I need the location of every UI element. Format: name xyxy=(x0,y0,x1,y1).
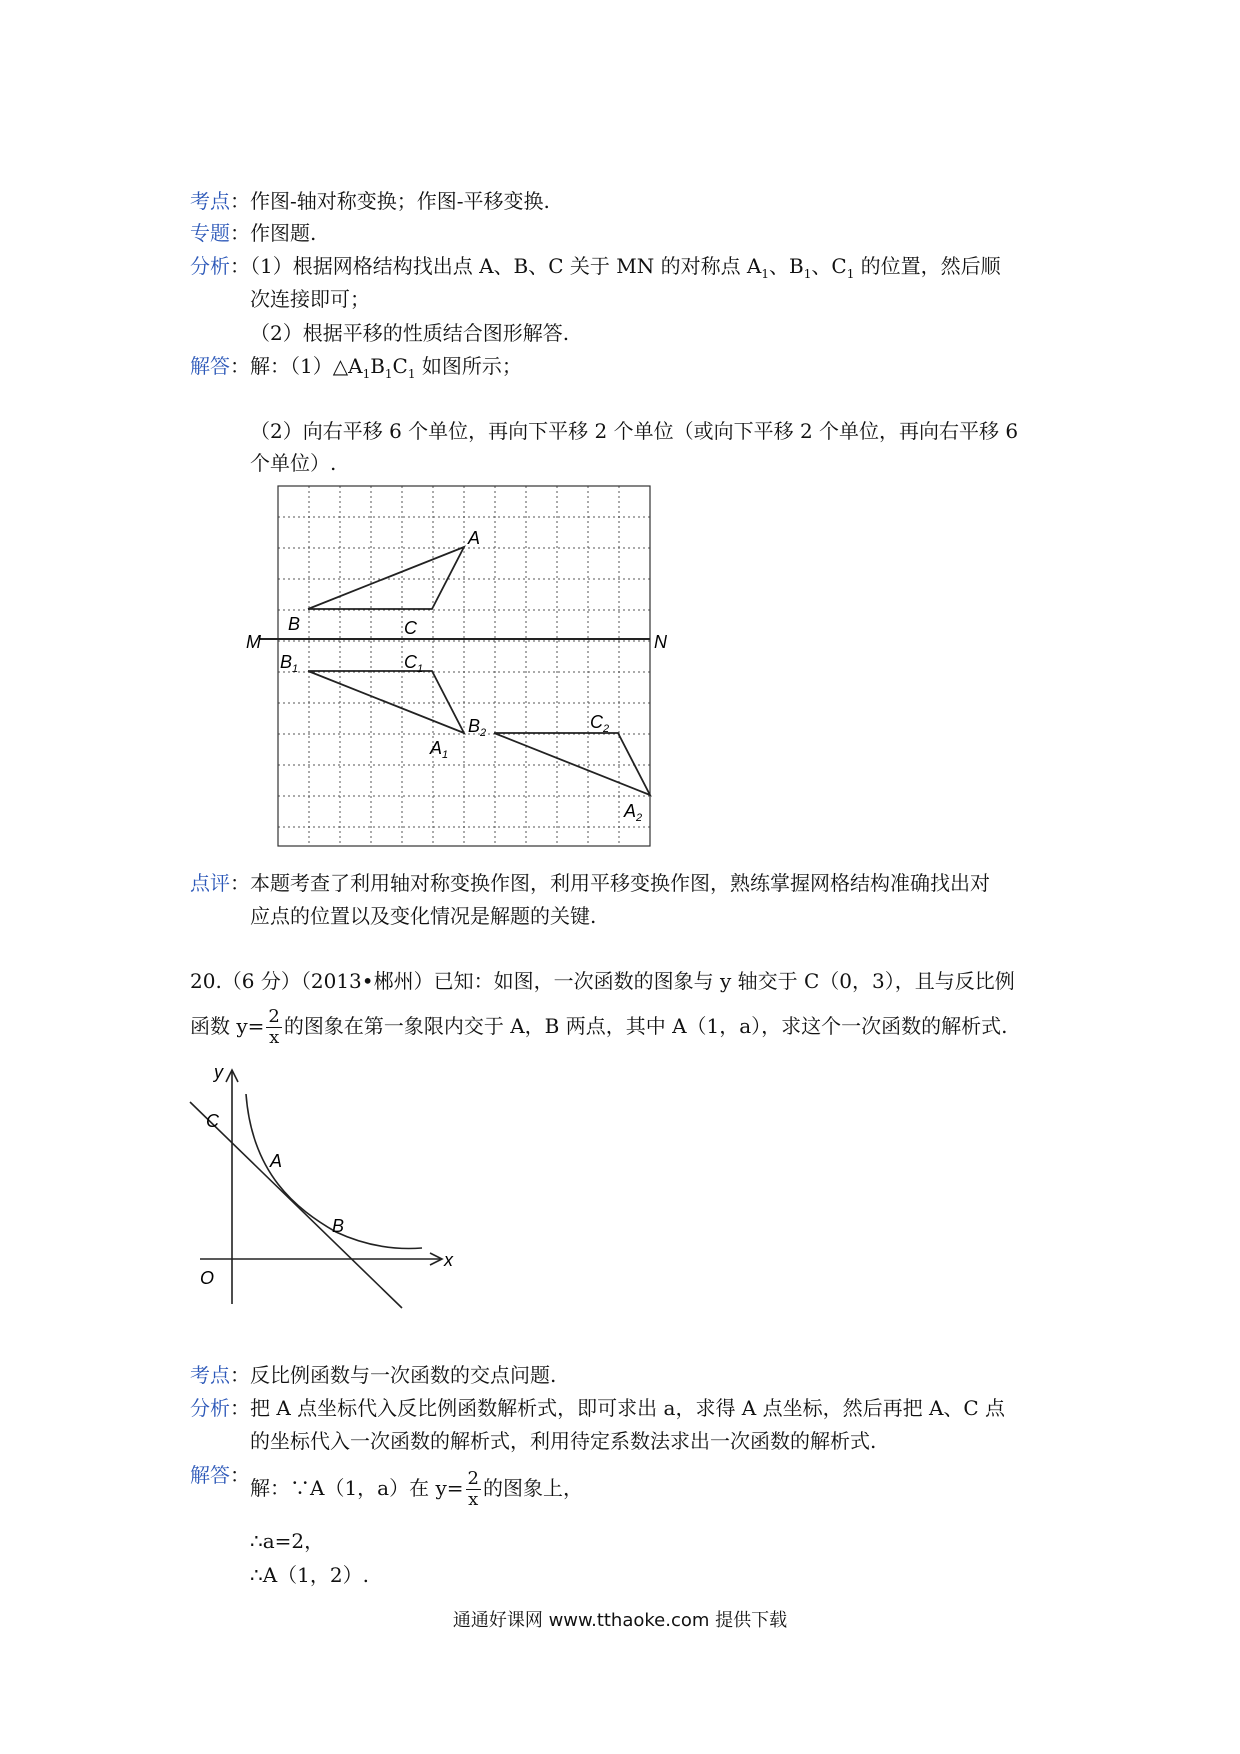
kaodian-line-2: 考点：反比例函数与一次函数的交点问题. xyxy=(190,1363,557,1387)
fenxi2-text-b: 的坐标代入一次函数的解析式，利用待定系数法求出一次函数的解析式. xyxy=(250,1429,877,1453)
label-b: B xyxy=(332,1216,345,1236)
jieda-text-1a: 解：（1）△A xyxy=(250,354,363,378)
sub-1: 1 xyxy=(362,367,371,381)
label-a2: $A_2$ xyxy=(624,801,643,824)
jieda-text-2b: 个单位）. xyxy=(250,451,337,475)
label-m: M xyxy=(246,632,261,652)
jieda2-text-1a: 解：∵A（1，a）在 y= xyxy=(250,1476,464,1500)
fenxi2-line-2 xyxy=(250,1428,876,1454)
frac-den: x xyxy=(269,1027,280,1048)
dianping-text-b: 应点的位置以及变化情况是解题的关键. xyxy=(250,904,597,928)
fraction-2-over-x-2 xyxy=(466,1469,481,1510)
sub-1: 1 xyxy=(761,267,770,281)
jieda-line-2 xyxy=(250,418,1018,444)
page-footer: 通通好课网 www.tthaoke.com 提供下载 xyxy=(452,1610,788,1631)
sub-1: 1 xyxy=(846,267,855,281)
label-x: x xyxy=(444,1250,453,1270)
label-c2: $C_2$ xyxy=(590,712,610,735)
sub-1: 1 xyxy=(407,367,416,381)
label-a: A xyxy=(468,528,481,548)
q20-line-1 xyxy=(190,968,1015,994)
fenxi-text-1d: 的位置，然后顺 xyxy=(854,254,1001,278)
jieda2-text-1b: 的图象上， xyxy=(482,1476,583,1500)
frac-num: 2 xyxy=(467,1468,479,1489)
label-a1: $A_1$ xyxy=(430,738,449,761)
jieda2-line-2 xyxy=(250,1528,324,1554)
jieda-text-1c: C xyxy=(392,354,408,378)
fenxi2-text-a: 把 A 点坐标代入反比例函数解析式，即可求出 a，求得 A 点坐标，然后再把 A、C 点 xyxy=(250,1396,1006,1420)
q20-text-1: 20.（6 分）（2013•郴州）已知：如图，一次函数的图象与 y 轴交于 C（0，3），且与反比例 xyxy=(190,969,1015,993)
fenxi-label: 分析 xyxy=(190,254,230,278)
q20-text-2b: 的图象在第一象限内交于 A，B 两点，其中 A（1，a），求这个一次函数的解析式. xyxy=(283,1014,1008,1038)
jieda2-line-1 xyxy=(250,1464,583,1512)
jieda2-label-line: 解答： xyxy=(190,1463,250,1487)
triangle-abc xyxy=(308,547,464,609)
label-b1: $B_1$ xyxy=(280,652,299,675)
dianping-text-a: 本题考查了利用轴对称变换作图，利用平移变换作图，熟练掌握网格结构准确找出对 xyxy=(250,871,990,895)
sub-1: 1 xyxy=(384,367,393,381)
q20-line-2 xyxy=(190,1002,1008,1050)
fenxi-text-1a: （1）根据网格结构找出点 A、B、C 关于 MN 的对称点 A xyxy=(250,254,762,278)
fenxi-line-1: 分析：（1）根据网格结构找出点 A、B、C 关于 MN 的对称点 $A_1$、$B_1$、$C_1$ 的位置，然后顺 xyxy=(190,254,1001,281)
fenxi-text-1e: 次连接即可； xyxy=(250,287,370,311)
jieda-line-3 xyxy=(250,450,336,476)
q20-text-2a: 函数 y= xyxy=(190,1014,265,1038)
fenxi-line-3 xyxy=(250,320,569,346)
zhuanti-label: 专题 xyxy=(190,221,230,245)
grid-lines xyxy=(278,486,650,846)
kaodian-line-1: 考点：作图-轴对称变换；作图-平移变换. xyxy=(190,189,550,213)
jieda-text-2a: （2）向右平移 6 个单位，再向下平移 2 个单位（或向下平移 2 个单位，再向右平移 6 xyxy=(250,419,1019,443)
jieda2-text-3: ∴A（1，2）. xyxy=(250,1563,369,1587)
zhuanti-line: 专题：作图题. xyxy=(190,221,317,245)
fenxi2-line-1: 分析：把 A 点坐标代入反比例函数解析式，即可求出 a，求得 A 点坐标，然后再把 A、C 点 xyxy=(190,1396,1006,1420)
kaodian-text-2: 反比例函数与一次函数的交点问题. xyxy=(250,1363,557,1387)
jieda-text-1b: B xyxy=(370,354,385,378)
jieda2-line-3 xyxy=(250,1562,369,1588)
fenxi-text-1b: 、B xyxy=(769,254,804,278)
fenxi-text-2: （2）根据平移的性质结合图形解答. xyxy=(250,321,570,345)
triangle-a2b2c2 xyxy=(494,733,650,795)
triangle-a1b1c1 xyxy=(308,671,464,733)
label-a: A xyxy=(270,1151,283,1171)
label-c: C xyxy=(206,1111,219,1131)
label-n: N xyxy=(654,632,667,652)
fenxi-label-2: 分析 xyxy=(190,1396,230,1420)
zhuanti-text: 作图题. xyxy=(250,221,317,245)
label-c1: $C_1$ xyxy=(404,652,424,675)
fenxi-text-1c: 、C xyxy=(811,254,847,278)
grid-figure xyxy=(240,478,680,858)
dianping-line-1: 点评：本题考查了利用轴对称变换作图，利用平移变换作图，熟练掌握网格结构准确找出对 xyxy=(190,871,990,895)
frac-num: 2 xyxy=(268,1006,280,1027)
jieda2-text-2: ∴a=2， xyxy=(250,1529,325,1553)
jieda-line-1: 解答：解：$(1)\triangle A_1B_1C_1$ 如图所示； xyxy=(190,354,522,381)
label-b: B xyxy=(288,614,301,634)
frac-den: x xyxy=(468,1489,479,1510)
linear-function-line xyxy=(190,1102,402,1308)
label-b2: $B_2$ xyxy=(468,716,487,739)
dianping-line-2 xyxy=(250,903,596,929)
label-o: O xyxy=(200,1268,215,1288)
sub-1: 1 xyxy=(803,267,812,281)
dianping-label: 点评 xyxy=(190,871,230,895)
function-graph xyxy=(186,1064,466,1314)
jieda-label-2: 解答 xyxy=(190,1463,230,1487)
jieda-text-1d: 如图所示； xyxy=(415,354,522,378)
label-c: C xyxy=(404,618,417,638)
kaodian-label: 考点 xyxy=(190,189,230,213)
kaodian-label-2: 考点 xyxy=(190,1363,230,1387)
label-y: y xyxy=(214,1064,223,1082)
fraction-2-over-x xyxy=(266,1007,281,1048)
jieda-label: 解答 xyxy=(190,354,230,378)
kaodian-text: 作图-轴对称变换；作图-平移变换. xyxy=(250,189,550,213)
fenxi-line-2 xyxy=(250,286,370,312)
